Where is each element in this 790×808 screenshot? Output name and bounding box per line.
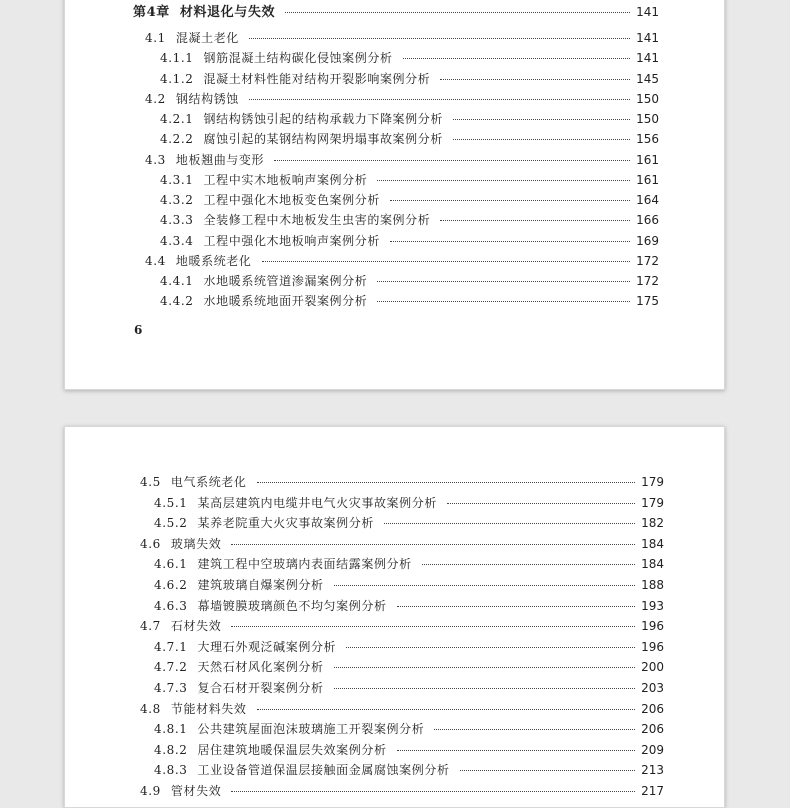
toc-subsection-row[interactable]: [154, 720, 664, 740]
section-number: 4.6.3: [154, 598, 188, 613]
section-number: 4.9: [140, 784, 161, 798]
page-top: [64, 0, 725, 390]
page-number: 150: [636, 91, 659, 106]
leader-dots: [257, 709, 636, 710]
chapter-number: 第4章: [133, 5, 170, 20]
leader-dots: [453, 119, 630, 120]
section-number: 4.8.1: [154, 722, 188, 737]
leader-dots: [249, 99, 630, 100]
section-title: 钢筋混凝土结构碳化侵蚀案例分析: [203, 51, 393, 66]
leader-dots: [390, 200, 630, 201]
section-number: 4.7.2: [154, 660, 188, 675]
leader-dots: [440, 220, 630, 221]
toc-section-row[interactable]: [145, 252, 659, 272]
page-number: 141: [636, 51, 659, 66]
section-number: 4.7.1: [154, 639, 188, 654]
page-number: 196: [641, 619, 664, 634]
toc-section-row[interactable]: [140, 473, 664, 493]
page-number: 161: [636, 152, 659, 167]
page-number: 182: [641, 516, 664, 531]
section-title: 地暖系统老化: [175, 253, 252, 268]
toc-subsection-row[interactable]: [160, 292, 659, 312]
page-number: 184: [641, 557, 664, 572]
toc-subsection-row[interactable]: [160, 232, 659, 252]
leader-dots: [231, 791, 635, 792]
page-number: 203: [641, 681, 664, 695]
section-number: 4.8.3: [154, 763, 188, 778]
page-number: 145: [636, 71, 659, 86]
page-number: 193: [641, 598, 664, 613]
leader-dots: [346, 647, 635, 648]
page-number: 200: [641, 660, 664, 675]
section-title: 某高层建筑内电缆井电气火灾事故案例分析: [197, 495, 437, 510]
leader-dots: [262, 261, 631, 262]
toc-subsection-row[interactable]: [160, 70, 659, 90]
leader-dots: [377, 301, 630, 302]
toc-subsection-row[interactable]: [160, 272, 659, 292]
page-number: 156: [636, 132, 659, 147]
section-number: 4.8.2: [154, 742, 188, 757]
section-number: 4.8: [140, 701, 161, 716]
page-number: 175: [636, 294, 659, 309]
toc-chapter-row[interactable]: [133, 1, 659, 21]
page-number: 141: [636, 31, 659, 45]
section-number: 4.5: [140, 475, 161, 489]
leader-dots: [334, 585, 636, 586]
page-number: 184: [641, 536, 664, 551]
section-title: 建筑玻璃自爆案例分析: [197, 578, 324, 592]
section-number: 4.6.1: [154, 557, 188, 572]
section-number: 4.3.1: [160, 172, 194, 187]
toc-subsection-row[interactable]: [160, 130, 659, 150]
page-number: 172: [636, 274, 659, 288]
page-number: 196: [641, 639, 664, 654]
leader-dots: [249, 38, 630, 39]
page-bottom: [64, 426, 725, 808]
section-title: 钢结构锈蚀引起的结构承载力下降案例分析: [203, 112, 443, 126]
section-title: 某养老院重大火灾事故案例分析: [197, 516, 374, 531]
section-number: 4.3.2: [160, 193, 194, 207]
leader-dots: [334, 688, 636, 689]
toc-subsection-row[interactable]: [154, 658, 664, 678]
section-title: 节能材料失效: [170, 701, 247, 716]
page-number: 172: [636, 253, 659, 268]
section-number: 4.1: [145, 31, 166, 45]
page-number: 217: [641, 784, 664, 798]
section-number: 4.5.1: [154, 495, 188, 510]
section-title: 地板翘曲与变形: [175, 152, 265, 167]
leader-dots: [377, 180, 630, 181]
leader-dots: [434, 729, 635, 730]
section-title: 管材失效: [170, 784, 222, 798]
page-number: 213: [641, 763, 664, 778]
leader-dots: [384, 523, 635, 524]
section-title: 水地暖系统管道渗漏案例分析: [203, 274, 368, 288]
leader-dots: [257, 482, 636, 483]
page-number: 141: [636, 5, 659, 19]
section-title: 幕墙镀膜玻璃颜色不均匀案例分析: [197, 598, 387, 613]
page-number: 188: [641, 578, 664, 592]
section-title: 混凝土老化: [175, 31, 239, 45]
section-number: 4.6: [140, 536, 161, 551]
toc-subsection-row[interactable]: [160, 211, 659, 231]
leader-dots: [377, 281, 630, 282]
section-title: 工程中实木地板响声案例分析: [203, 172, 368, 187]
leader-dots: [403, 58, 631, 59]
section-title: 工程中强化木地板变色案例分析: [203, 193, 380, 207]
page-number: 164: [636, 193, 659, 207]
leader-dots: [397, 750, 636, 751]
toc-section-row[interactable]: [140, 700, 664, 720]
section-number: 4.2.1: [160, 112, 194, 126]
section-title: 腐蚀引起的某钢结构网架坍塌事故案例分析: [203, 132, 443, 147]
toc-section-row[interactable]: [145, 151, 659, 171]
section-title: 电气系统老化: [170, 475, 247, 489]
section-number: 4.7: [140, 619, 161, 634]
section-title: 建筑工程中空玻璃内表面结露案例分析: [197, 557, 412, 572]
section-number: 4.2: [145, 91, 166, 106]
section-title: 居住建筑地暖保温层失效案例分析: [197, 742, 387, 757]
toc-subsection-row[interactable]: [154, 576, 664, 596]
section-number: 4.4.2: [160, 294, 194, 309]
section-title: 工业设备管道保温层接触面金属腐蚀案例分析: [197, 763, 450, 778]
toc-section-row[interactable]: [140, 617, 664, 637]
leader-dots: [397, 606, 636, 607]
section-number: 4.7.3: [154, 681, 188, 695]
toc-section-row[interactable]: [145, 90, 659, 110]
section-title: 混凝土材料性能对结构开裂影响案例分析: [203, 71, 431, 86]
section-number: 4.3: [145, 152, 166, 167]
section-title: 玻璃失效: [170, 536, 222, 551]
section-title: 水地暖系统地面开裂案例分析: [203, 294, 368, 309]
leader-dots: [231, 544, 635, 545]
toc-subsection-row[interactable]: [160, 110, 659, 130]
toc-subsection-row[interactable]: [154, 597, 664, 617]
section-number: 4.3.4: [160, 233, 194, 248]
toc-subsection-row[interactable]: [160, 49, 659, 69]
leader-dots: [231, 626, 635, 627]
page-number: 206: [641, 701, 664, 716]
leader-dots: [334, 667, 636, 668]
leader-dots: [440, 79, 630, 80]
leader-dots: [453, 139, 630, 140]
page-number: 179: [641, 495, 664, 510]
chapter-title: 材料退化与失效: [179, 5, 276, 20]
section-title: 大理石外观泛碱案例分析: [197, 639, 337, 654]
leader-dots: [274, 160, 630, 161]
page-number: 206: [641, 722, 664, 737]
leader-dots: [390, 241, 630, 242]
toc-subsection-row[interactable]: [160, 191, 659, 211]
page-number: 209: [641, 742, 664, 757]
section-title: 钢结构锈蚀: [175, 91, 239, 106]
section-title: 天然石材风化案例分析: [197, 660, 324, 675]
section-number: 4.6.2: [154, 578, 188, 592]
toc-subsection-row[interactable]: [154, 638, 664, 658]
toc-subsection-row[interactable]: [154, 514, 664, 534]
section-title: 公共建筑屋面泡沫玻璃施工开裂案例分析: [197, 722, 425, 737]
toc-subsection-row[interactable]: [154, 679, 664, 699]
leader-dots: [422, 564, 635, 565]
leader-dots: [285, 12, 630, 13]
toc-subsection-row[interactable]: [154, 555, 664, 575]
section-title: 工程中强化木地板响声案例分析: [203, 233, 380, 248]
toc-section-row[interactable]: [140, 535, 664, 555]
page-number: 150: [636, 112, 659, 126]
page-number: 166: [636, 213, 659, 228]
toc-subsection-row[interactable]: [160, 171, 659, 191]
toc-subsection-row[interactable]: [154, 761, 664, 781]
toc-section-row[interactable]: [145, 29, 659, 49]
leader-dots: [460, 770, 636, 771]
section-title: 全装修工程中木地板发生虫害的案例分析: [203, 213, 431, 228]
section-title: 复合石材开裂案例分析: [197, 681, 324, 695]
section-number: 4.1.2: [160, 71, 194, 86]
page-folio: 6: [134, 323, 143, 337]
page-number: 161: [636, 172, 659, 187]
section-number: 4.2.2: [160, 132, 194, 147]
section-title: 石材失效: [170, 619, 222, 634]
section-number: 4.3.3: [160, 213, 194, 228]
toc-subsection-row[interactable]: [154, 494, 664, 514]
page-number: 179: [641, 475, 664, 489]
section-number: 4.4: [145, 253, 166, 268]
section-number: 4.5.2: [154, 516, 188, 531]
section-number: 4.4.1: [160, 274, 194, 288]
toc-subsection-row[interactable]: [154, 741, 664, 761]
leader-dots: [447, 503, 635, 504]
section-number: 4.1.1: [160, 51, 194, 66]
toc-section-row[interactable]: [140, 782, 664, 802]
page-number: 169: [636, 233, 659, 248]
